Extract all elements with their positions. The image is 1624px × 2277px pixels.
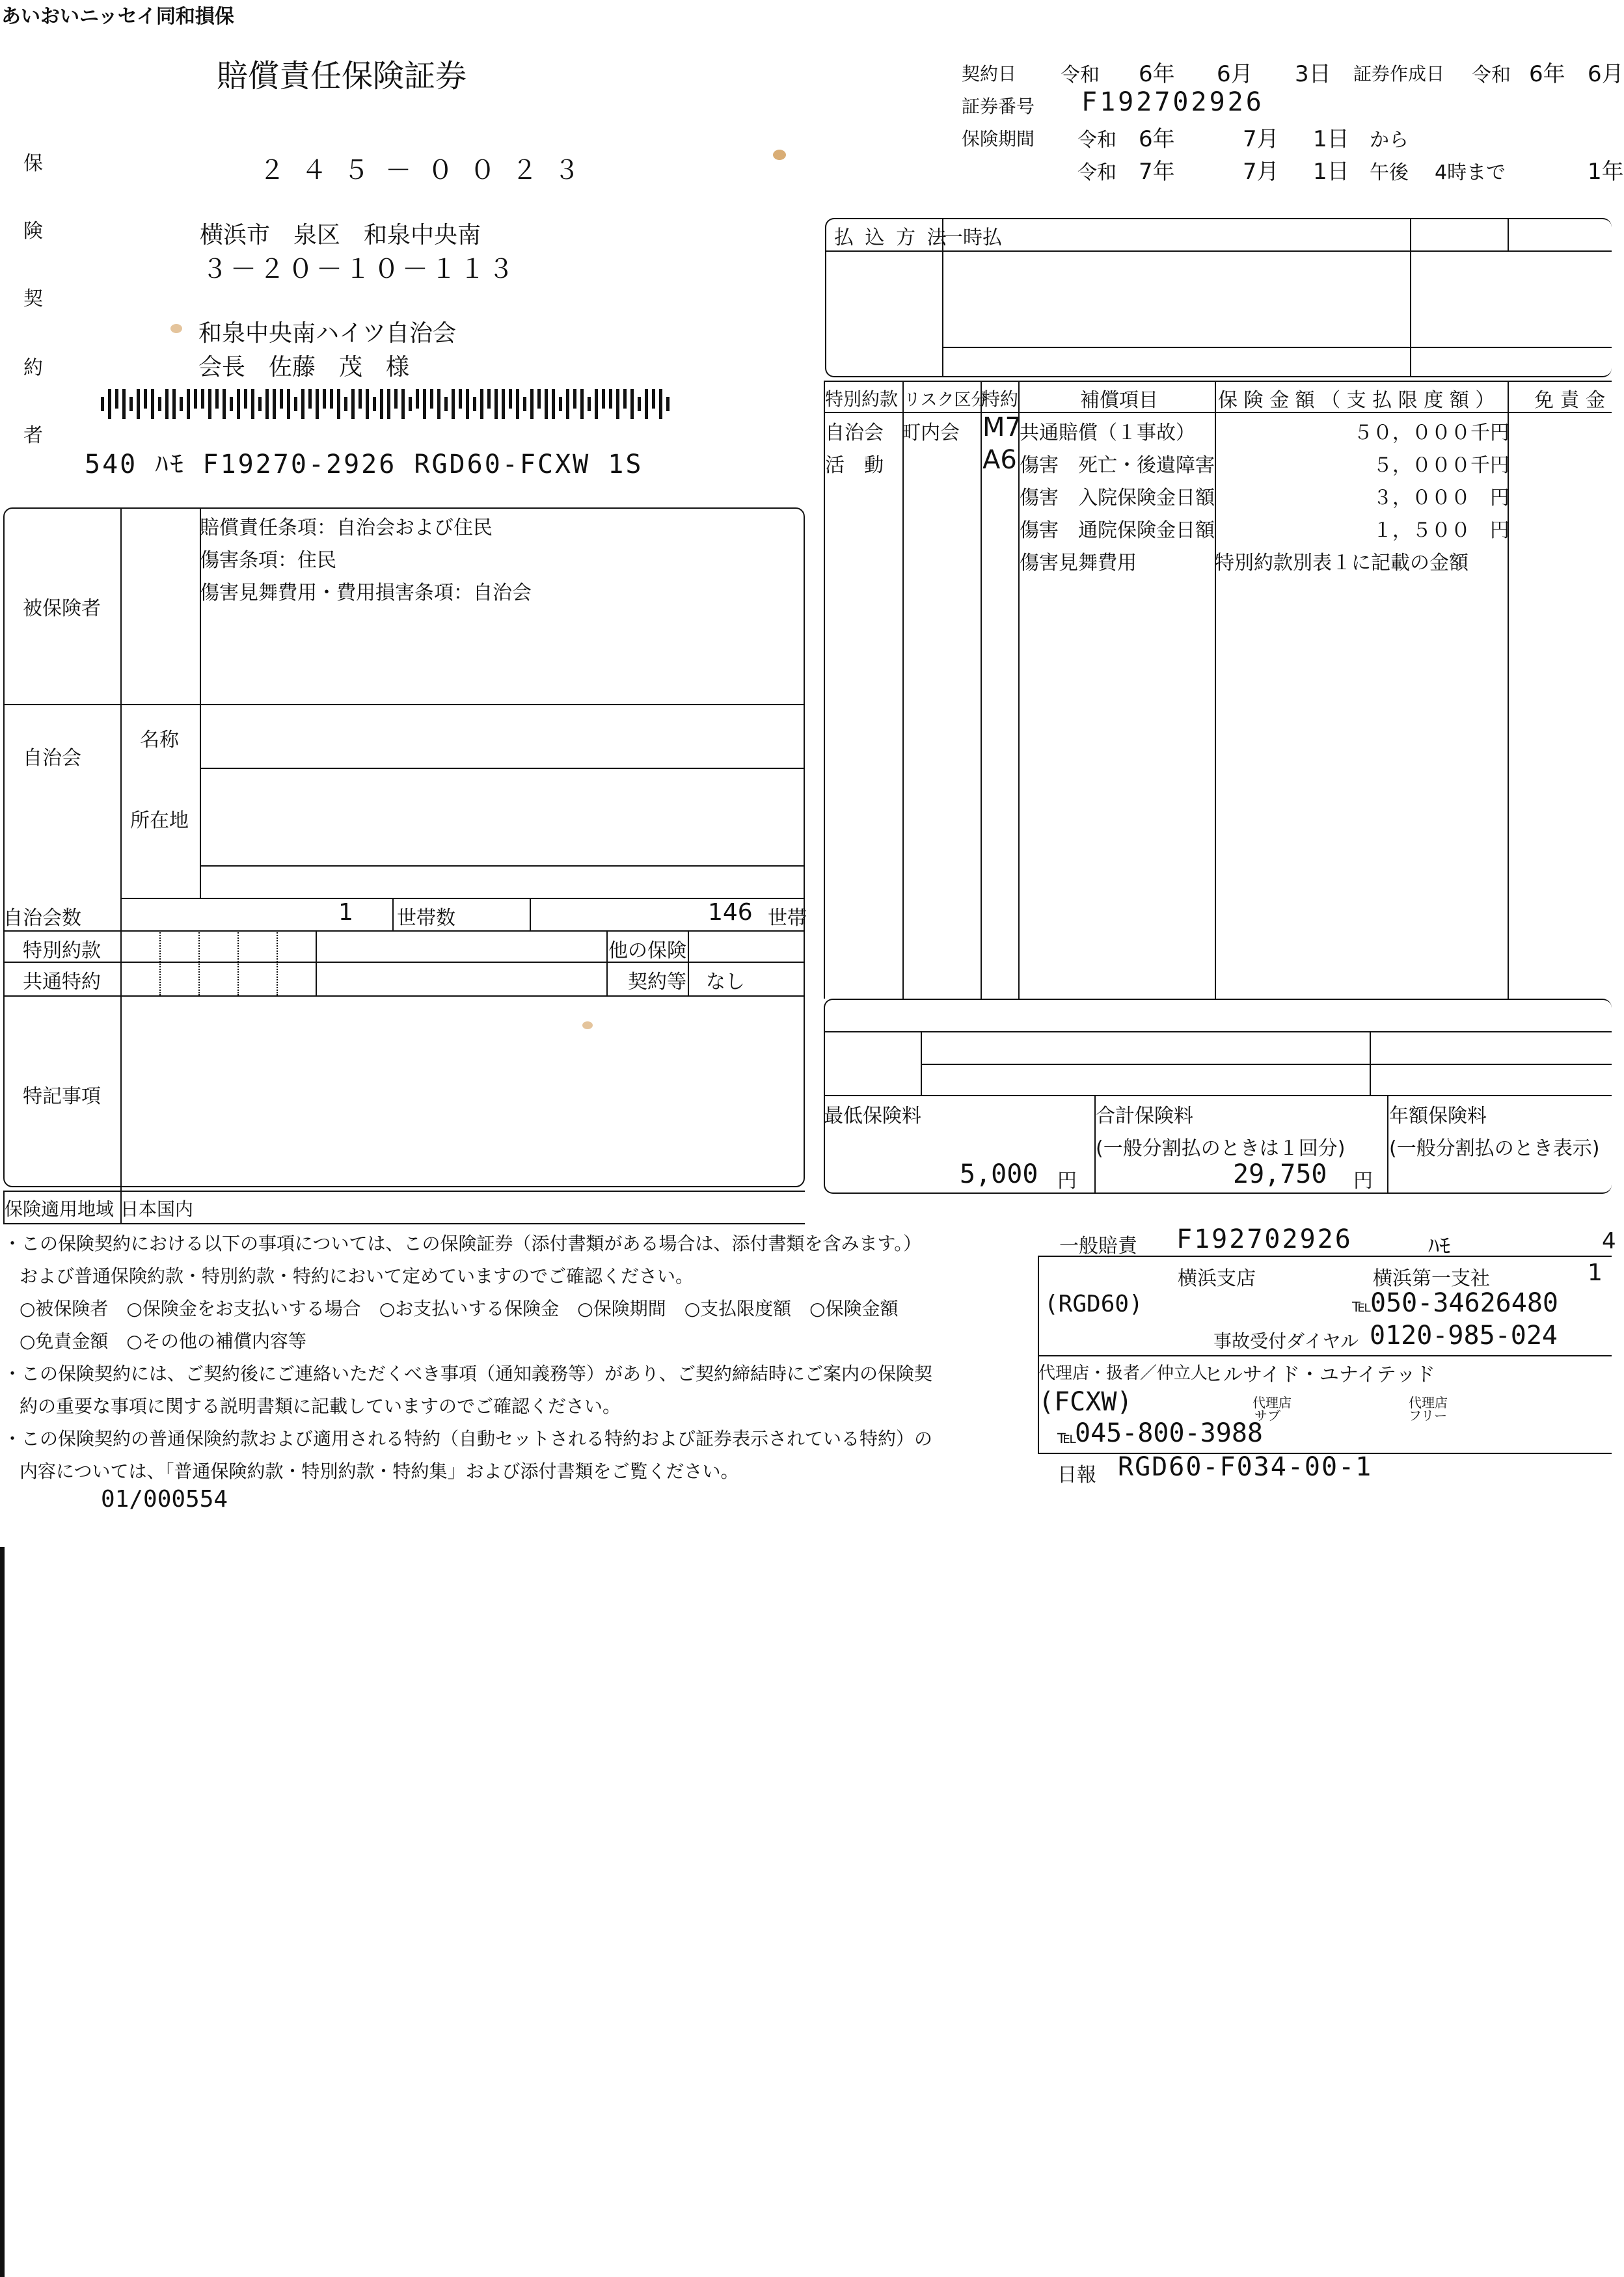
barcode-bar bbox=[409, 397, 412, 411]
coverage-amount: ５，０００千円 bbox=[1373, 454, 1509, 477]
clause-association: 自治会 bbox=[825, 422, 884, 444]
contract-day: 3日 bbox=[1295, 61, 1331, 87]
barcode-bar bbox=[537, 389, 541, 409]
barcode-bar bbox=[473, 397, 476, 411]
barcode-bar bbox=[172, 389, 176, 419]
total-premium-label: 合計保険料 bbox=[1096, 1105, 1193, 1127]
clause-activity: 活 動 bbox=[825, 454, 884, 477]
barcode-bar bbox=[638, 397, 641, 411]
coverage-amount: ３，０００ 円 bbox=[1373, 487, 1509, 509]
end-day: 1日 bbox=[1313, 159, 1349, 185]
policy-number: F192702926 bbox=[1081, 87, 1264, 117]
barcode-bar bbox=[430, 389, 433, 409]
agent-code: (FCXW) bbox=[1038, 1387, 1133, 1417]
coverage-item: 傷害見舞費用 bbox=[1020, 552, 1137, 574]
side-label-char: 契 bbox=[23, 288, 43, 310]
accident-hotline: 0120-985-024 bbox=[1370, 1321, 1558, 1351]
agency-code: ﾊﾓ bbox=[1428, 1233, 1450, 1260]
address-line2: ３－２０－１０－１１３ bbox=[202, 254, 517, 284]
barcode-bar bbox=[258, 397, 262, 411]
barcode-bar bbox=[480, 389, 483, 419]
start-suffix: から bbox=[1370, 129, 1409, 152]
branch-phone: 050-34626480 bbox=[1370, 1288, 1558, 1318]
policy-number-label: 証券番号 bbox=[962, 96, 1035, 117]
barcode-bar bbox=[265, 389, 269, 419]
note-line: 内容については、「普通保険約款・特別約款・特約集」および添付書類をご覧ください。 bbox=[20, 1461, 739, 1482]
postal-barcode bbox=[101, 389, 683, 419]
liability-clause: 賠償責任条項：自治会および住民 bbox=[200, 517, 493, 539]
sub-branch-name: 横浜第一支社 bbox=[1373, 1267, 1490, 1290]
barcode-bar bbox=[452, 389, 455, 419]
scan-shadow bbox=[0, 1547, 5, 2277]
branch-name: 横浜支店 bbox=[1178, 1267, 1256, 1290]
barcode-bar bbox=[494, 389, 498, 419]
note-line: ・この保険契約の普通保険約款および適用される特約（自動セットされる特約および証券表示されている特約）の bbox=[3, 1428, 933, 1449]
phone-icon: ℡ bbox=[1352, 1295, 1372, 1316]
barcode-bar bbox=[251, 389, 254, 419]
barcode-bar bbox=[301, 389, 304, 419]
coverage-amount: 特別約款別表１に記載の金額 bbox=[1215, 552, 1468, 574]
barcode-bar bbox=[623, 389, 627, 409]
common-clause-label: 共通特約 bbox=[23, 971, 101, 993]
rider-a6: A6 bbox=[982, 445, 1017, 475]
barcode-bar bbox=[165, 389, 169, 419]
issue-year: 6年 bbox=[1529, 61, 1565, 87]
agency-num: 4 bbox=[1602, 1228, 1616, 1254]
policy-term: 1年 bbox=[1588, 159, 1624, 185]
min-premium-label: 最低保険料 bbox=[824, 1105, 921, 1127]
end-time: 4時まで bbox=[1435, 161, 1506, 184]
company-name: あいおいニッセイ同和損保 bbox=[1, 5, 234, 28]
min-premium-unit: 円 bbox=[1057, 1170, 1077, 1192]
free-agent-label: 代理店 bbox=[1409, 1395, 1448, 1410]
barcode-bar bbox=[344, 397, 347, 411]
barcode-bar bbox=[666, 397, 670, 411]
barcode-bar bbox=[330, 389, 333, 409]
barcode-bar bbox=[516, 389, 519, 419]
header-rider: 特約 bbox=[982, 388, 1019, 410]
barcode-bar bbox=[223, 389, 226, 419]
barcode-bar bbox=[129, 397, 133, 411]
premium-box bbox=[824, 999, 1612, 1194]
barcode-bar bbox=[201, 389, 204, 409]
barcode-bar bbox=[194, 389, 197, 409]
address-line1: 横浜市 泉区 和泉中央南 bbox=[200, 222, 481, 249]
issue-date-label: 証券作成日 bbox=[1353, 63, 1445, 85]
barcode-bar bbox=[208, 389, 211, 419]
note-line: ・この保険契約には、ご契約後にご連絡いただくべき事項（通知義務等）があり、ご契約締結時にご案内の保険契 bbox=[3, 1363, 933, 1384]
barcode-bar bbox=[273, 389, 276, 419]
policy-type: 一般賠責 bbox=[1059, 1235, 1137, 1258]
coverage-area-label: 保険適用地域 bbox=[5, 1198, 115, 1220]
barcode-bar bbox=[137, 389, 140, 419]
scan-stain bbox=[582, 1021, 593, 1029]
start-day: 1日 bbox=[1313, 126, 1349, 152]
barcode-bar bbox=[366, 389, 369, 419]
note-line: および普通保険約款・特別約款・特約において定めていますのでご確認ください。 bbox=[20, 1265, 694, 1287]
barcode-bar bbox=[316, 389, 319, 419]
issue-month: 6月 bbox=[1588, 61, 1624, 87]
barcode-bar bbox=[595, 389, 598, 419]
barcode-bar bbox=[380, 389, 383, 419]
total-premium-unit: 円 bbox=[1353, 1170, 1373, 1192]
sub-agent-label2: サブ bbox=[1254, 1408, 1280, 1423]
barcode-bar bbox=[394, 389, 398, 409]
households-count: 146 bbox=[708, 899, 753, 926]
barcode-bar bbox=[387, 389, 390, 419]
annual-premium-note: (一般分割払のとき表示) bbox=[1389, 1137, 1600, 1160]
contract-era: 令和 bbox=[1061, 64, 1100, 87]
barcode-bar bbox=[108, 389, 111, 419]
daily-report-label: 日報 bbox=[1057, 1464, 1096, 1487]
agent-phone: 045-800-3988 bbox=[1075, 1418, 1263, 1448]
payment-method-label: 払 込 方 法 bbox=[834, 226, 949, 249]
barcode-bar bbox=[101, 397, 104, 411]
barcode-bar bbox=[180, 397, 183, 411]
barcode-bar bbox=[144, 389, 147, 409]
barcode-bar bbox=[459, 389, 462, 409]
barcode-bar bbox=[158, 397, 161, 411]
barcode-bar bbox=[351, 389, 355, 419]
coverage-amount: ５０，０００千円 bbox=[1353, 422, 1509, 444]
barcode-bar bbox=[609, 389, 612, 409]
barcode-bar bbox=[509, 389, 512, 409]
barcode-bar bbox=[416, 389, 419, 409]
barcode-bar bbox=[580, 389, 584, 419]
end-month: 7月 bbox=[1243, 159, 1279, 185]
barcode-bar bbox=[487, 389, 491, 409]
start-year: 6年 bbox=[1139, 126, 1175, 152]
barcode-bar bbox=[115, 389, 118, 409]
policyholder-name: 会長 佐藤 茂 様 bbox=[198, 354, 410, 381]
barcode-bar bbox=[423, 389, 426, 419]
coverage-item: 傷害 死亡・後遺障害 bbox=[1020, 454, 1215, 477]
barcode-bar bbox=[373, 397, 376, 411]
branch-num: 1 bbox=[1588, 1260, 1603, 1286]
end-pm: 午後 bbox=[1370, 161, 1409, 184]
barcode-bar bbox=[602, 389, 605, 409]
association-name-label: 名称 bbox=[140, 729, 179, 751]
end-era: 令和 bbox=[1077, 161, 1116, 184]
barcode-bar bbox=[630, 389, 634, 419]
barcode-bar bbox=[237, 389, 240, 419]
header-special-clause: 特別約款 bbox=[825, 388, 899, 410]
barcode-bar bbox=[502, 389, 505, 419]
barcode-bar bbox=[244, 389, 247, 409]
note-line: ○免責金額 ○その他の補償内容等 bbox=[20, 1330, 306, 1352]
total-premium-note: (一般分割払のときは１回分) bbox=[1096, 1137, 1346, 1160]
postal-code: ２ ４ ５ － ０ ０ ２ ３ bbox=[259, 155, 584, 185]
other-insurance-label: 他の保険 bbox=[608, 939, 686, 962]
barcode-text: 540 ﾊﾓ F19270-2926 RGD60-FCXW 1S bbox=[85, 450, 643, 479]
header-deductible: 免 責 金 bbox=[1534, 389, 1606, 412]
households-label: 世帯数 bbox=[397, 907, 455, 930]
contract-month: 6月 bbox=[1217, 61, 1253, 87]
barcode-bar bbox=[215, 389, 219, 409]
barcode-bar bbox=[287, 389, 290, 419]
rider-m7: M7 bbox=[982, 412, 1022, 442]
annual-premium-label: 年額保険料 bbox=[1389, 1105, 1487, 1127]
barcode-bar bbox=[337, 389, 340, 419]
barcode-bar bbox=[573, 389, 576, 409]
start-month: 7月 bbox=[1243, 126, 1279, 152]
association-label: 自治会 bbox=[23, 747, 81, 770]
header-sum-insured: 保 険 金 額 （ 支 払 限 度 額 ） bbox=[1218, 389, 1495, 412]
association-count: 1 bbox=[338, 899, 353, 926]
expense-clause: 傷害見舞費用・費用損害条項：自治会 bbox=[200, 582, 532, 604]
households-unit: 世帯 bbox=[768, 907, 807, 930]
risk-class-value: 町内会 bbox=[901, 422, 960, 444]
barcode-bar bbox=[308, 389, 312, 409]
contract-year: 6年 bbox=[1139, 61, 1175, 87]
barcode-bar bbox=[545, 389, 548, 419]
coverage-amount: １，５００ 円 bbox=[1373, 519, 1509, 542]
insured-label: 被保険者 bbox=[23, 597, 101, 620]
barcode-bar bbox=[323, 389, 326, 409]
coverage-item: 傷害 通院保険金日額 bbox=[1020, 519, 1215, 542]
daily-report-code: RGD60-F034-00-1 bbox=[1118, 1452, 1373, 1482]
barcode-bar bbox=[559, 397, 562, 411]
side-label-char: 者 bbox=[23, 424, 43, 447]
barcode-bar bbox=[530, 389, 534, 419]
note-line: ○被保険者 ○保険金をお支払いする場合 ○お支払いする保険金 ○保険期間 ○支払限度額 ○保険金額 bbox=[20, 1298, 899, 1319]
barcode-bar bbox=[151, 389, 154, 419]
special-notes-label: 特記事項 bbox=[23, 1085, 101, 1108]
barcode-bar bbox=[359, 389, 362, 409]
barcode-bar bbox=[187, 389, 190, 419]
special-clause-label: 特別約款 bbox=[23, 939, 101, 962]
barcode-bar bbox=[566, 389, 569, 419]
barcode-bar bbox=[466, 389, 469, 419]
barcode-bar bbox=[552, 389, 555, 419]
barcode-bar bbox=[645, 389, 648, 419]
header-coverage-item: 補償項目 bbox=[1080, 389, 1158, 412]
coverage-item: 共通賠償（１事故） bbox=[1020, 422, 1195, 444]
min-premium-value: 5,000 bbox=[960, 1159, 1038, 1189]
contract-date-label: 契約日 bbox=[962, 63, 1017, 85]
coverage-area-value: 日本国内 bbox=[120, 1198, 194, 1220]
barcode-bar bbox=[523, 397, 526, 411]
free-agent-label2: フリー bbox=[1409, 1408, 1448, 1423]
barcode-bar bbox=[588, 397, 591, 411]
note-line: ・この保険契約における以下の事項については、この保険証券（添付書類がある場合は、添付書類を含みます。） bbox=[3, 1233, 922, 1254]
side-label-char: 保 bbox=[23, 152, 43, 175]
association-count-label: 自治会数 bbox=[3, 907, 81, 930]
barcode-bar bbox=[280, 389, 283, 409]
other-insurance-value: なし bbox=[706, 971, 745, 993]
payment-method-value: 一時払 bbox=[943, 226, 1002, 249]
barcode-bar bbox=[652, 389, 655, 409]
association-address-label: 所在地 bbox=[130, 809, 189, 832]
barcode-bar bbox=[437, 389, 440, 419]
other-insurance-label2: 契約等 bbox=[628, 971, 686, 993]
page-title: 賠償責任保険証券 bbox=[217, 58, 467, 94]
barcode-bar bbox=[230, 397, 233, 411]
barcode-bar bbox=[616, 389, 619, 419]
header-risk-class: リスク区分 bbox=[904, 390, 988, 410]
barcode-bar bbox=[122, 389, 126, 419]
side-label-char: 険 bbox=[23, 220, 43, 243]
scan-stain bbox=[170, 324, 182, 333]
side-label-char: 約 bbox=[23, 357, 43, 379]
scan-stain bbox=[773, 150, 786, 160]
barcode-bar bbox=[294, 397, 297, 411]
issue-era: 令和 bbox=[1472, 64, 1511, 87]
barcode-bar bbox=[401, 389, 405, 419]
agent-name: ヒルサイド・ユナイテッド bbox=[1204, 1364, 1435, 1386]
accident-hotline-label: 事故受付ダイヤル bbox=[1213, 1330, 1359, 1352]
branch-code: (RGD60) bbox=[1044, 1291, 1143, 1317]
injury-clause: 傷害条項：住民 bbox=[200, 549, 336, 572]
policyholder-org: 和泉中央南ハイツ自治会 bbox=[198, 320, 457, 347]
phone-icon: ℡ bbox=[1057, 1426, 1077, 1448]
period-label: 保険期間 bbox=[962, 128, 1035, 150]
total-premium-value: 29,750 bbox=[1233, 1159, 1327, 1189]
agent-label: 代理店・扱者／仲立人 bbox=[1038, 1364, 1208, 1383]
agency-policy-number: F192702926 bbox=[1176, 1224, 1353, 1254]
barcode-bar bbox=[444, 397, 448, 411]
insured-table bbox=[3, 507, 805, 1187]
sub-agent-label: 代理店 bbox=[1252, 1395, 1292, 1410]
coverage-item: 傷害 入院保険金日額 bbox=[1020, 487, 1215, 509]
note-line: 約の重要な事項に関する説明書類に記載していますのでご確認ください。 bbox=[20, 1395, 621, 1417]
end-year: 7年 bbox=[1139, 159, 1175, 185]
barcode-bar bbox=[659, 389, 662, 419]
document-number: 01/000554 bbox=[101, 1486, 228, 1513]
start-era: 令和 bbox=[1077, 129, 1116, 152]
